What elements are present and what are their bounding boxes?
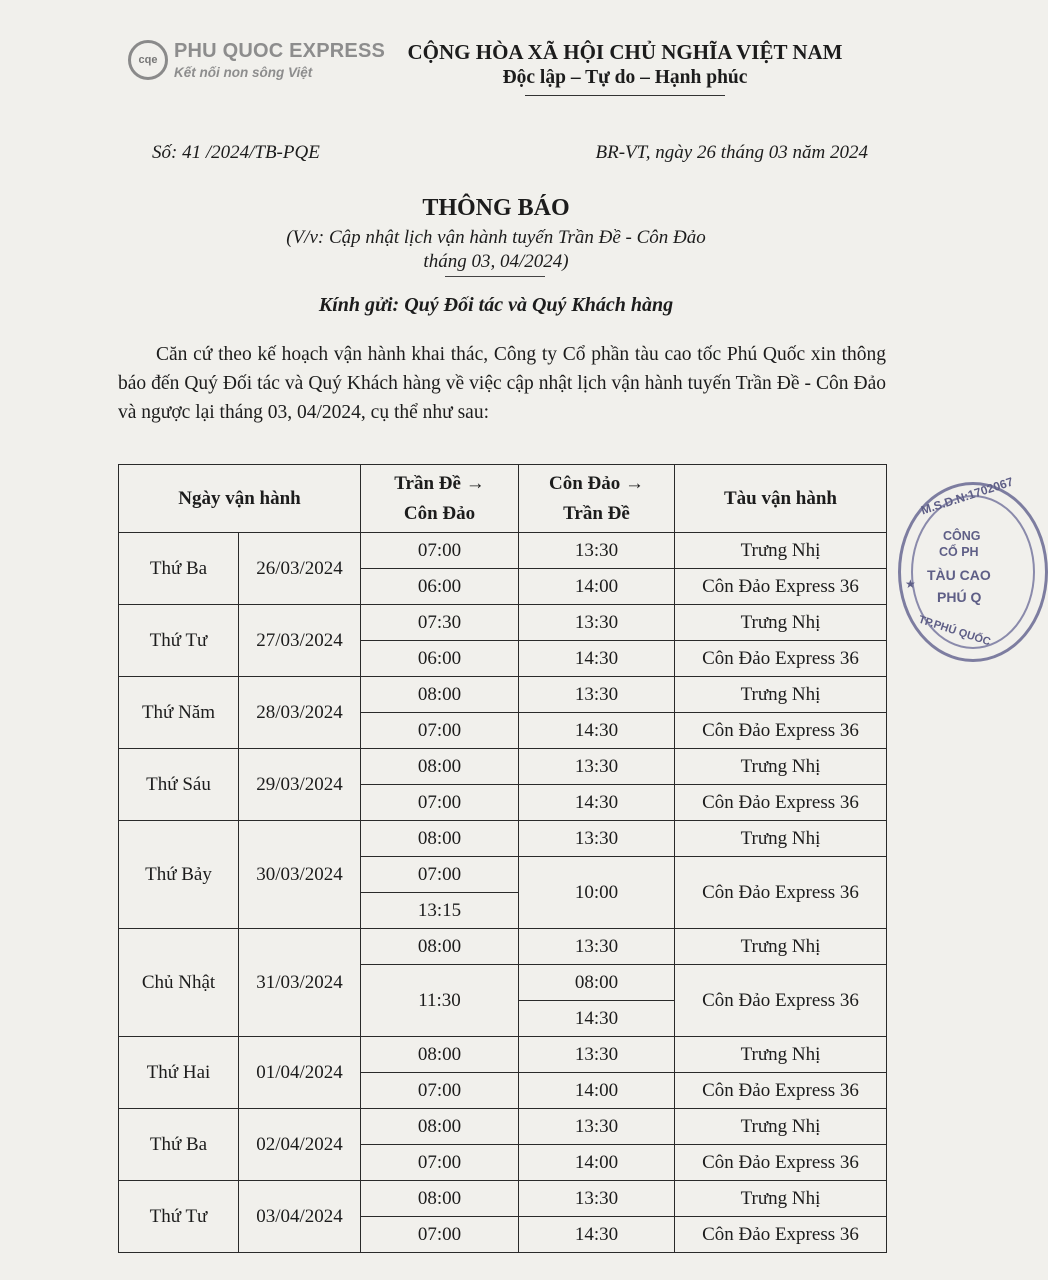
- ship-cell: Côn Đảo Express 36: [675, 965, 887, 1037]
- date-cell: 29/03/2024: [239, 749, 361, 821]
- depart-time-cell: 08:00: [361, 677, 519, 713]
- depart-time-cell: 07:00: [361, 533, 519, 569]
- body-paragraph: Căn cứ theo kế hoạch vận hành khai thác, Công ty Cổ phần tàu cao tốc Phú Quốc xin thông báo đến Quý Đối tác và Quý Khách hàng về việc cập nhật lịch vận hành tuyến Trần Đề - Côn Đảo và ngược lại tháng 03, 04/2024, cụ thể như sau:: [118, 344, 886, 423]
- ship-cell: Côn Đảo Express 36: [675, 1073, 887, 1109]
- return-time-cell: 13:30: [519, 821, 675, 857]
- return-time-cell: 13:30: [519, 677, 675, 713]
- company-name: PHU QUOC EXPRESS: [174, 40, 386, 62]
- ship-cell: Trưng Nhị: [675, 1037, 887, 1073]
- document-number: Số: 41 /2024/TB-PQE: [152, 142, 320, 163]
- weekday-cell: Thứ Sáu: [119, 749, 239, 821]
- depart-time-cell: 07:00: [361, 785, 519, 821]
- depart-time-cell: 08:00: [361, 1037, 519, 1073]
- table-row: [119, 929, 887, 965]
- header-cd-line-2: Trần Đề: [563, 502, 630, 524]
- greeting-recipient: Quý Đối tác và Quý Khách hàng: [404, 294, 674, 316]
- depart-time-cell: 07:00: [361, 713, 519, 749]
- document-subject-line-1: (V/v: Cập nhật lịch vận hành tuyến Trần Đề - Côn Đảo: [286, 227, 706, 248]
- table-row: [119, 677, 887, 713]
- depart-time-cell: 08:00: [361, 821, 519, 857]
- ship-cell: Côn Đảo Express 36: [675, 641, 887, 677]
- depart-time-cell: 08:00: [361, 929, 519, 965]
- greeting-label: Kính gửi:: [318, 294, 400, 316]
- weekday-cell: Thứ Bảy: [119, 821, 239, 929]
- header-con-dao-tran-de: [519, 465, 675, 533]
- document-date: BR-VT, ngày 26 tháng 03 năm 2024: [595, 142, 868, 163]
- return-time-cell: 14:00: [519, 1073, 675, 1109]
- header-cd-line-1: Côn Đảo →: [548, 472, 644, 494]
- return-time-cell: 13:30: [519, 605, 675, 641]
- date-cell: 01/04/2024: [239, 1037, 361, 1109]
- table-row: [119, 605, 887, 641]
- depart-time-cell: 07:00: [361, 1073, 519, 1109]
- return-time-cell: 08:00: [519, 965, 675, 1001]
- weekday-cell: Thứ Ba: [119, 1109, 239, 1181]
- seal-line-3: TÀU CAO: [927, 567, 991, 583]
- ship-cell: Trưng Nhị: [675, 605, 887, 641]
- return-time-cell: 13:30: [519, 1181, 675, 1217]
- weekday-cell: Chủ Nhật: [119, 929, 239, 1037]
- return-time-cell: 14:30: [519, 1217, 675, 1253]
- return-time-cell: 13:30: [519, 749, 675, 785]
- ship-cell: Trưng Nhị: [675, 533, 887, 569]
- logo-mark-icon: cqe: [128, 40, 168, 80]
- date-cell: 28/03/2024: [239, 677, 361, 749]
- depart-time-cell: 07:00: [361, 1217, 519, 1253]
- ship-cell: Côn Đảo Express 36: [675, 713, 887, 749]
- header-day: Ngày vận hành: [119, 465, 361, 533]
- depart-time-cell: 07:30: [361, 605, 519, 641]
- table-row: [119, 749, 887, 785]
- header-tran-de-con-dao: [361, 465, 519, 533]
- schedule-table: [118, 464, 887, 1253]
- depart-time-cell: 11:30: [361, 965, 519, 1037]
- ship-cell: Côn Đảo Express 36: [675, 785, 887, 821]
- return-time-cell: 14:30: [519, 641, 675, 677]
- date-cell: 31/03/2024: [239, 929, 361, 1037]
- return-time-cell: 13:30: [519, 533, 675, 569]
- return-time-cell: 14:30: [519, 1001, 675, 1037]
- table-row: [119, 1181, 887, 1217]
- seal-line-4: PHÚ Q: [937, 589, 982, 605]
- table-row: [119, 1109, 887, 1145]
- header-td-line-2: Côn Đảo: [403, 502, 476, 524]
- depart-time-cell: 07:00: [361, 1145, 519, 1181]
- company-seal: [898, 474, 1048, 662]
- return-time-cell: 14:00: [519, 1145, 675, 1181]
- date-cell: 02/04/2024: [239, 1109, 361, 1181]
- date-cell: 26/03/2024: [239, 533, 361, 605]
- weekday-cell: Thứ Hai: [119, 1037, 239, 1109]
- return-time-cell: 14:30: [519, 713, 675, 749]
- return-time-cell: 14:00: [519, 569, 675, 605]
- depart-time-cell: 08:00: [361, 1109, 519, 1145]
- table-row: [119, 533, 887, 569]
- ship-cell: Côn Đảo Express 36: [675, 1145, 887, 1181]
- company-tagline: Kết nối non sông Việt: [174, 65, 313, 80]
- date-cell: 30/03/2024: [239, 821, 361, 929]
- seal-line-1: CÔNG: [943, 529, 981, 543]
- weekday-cell: Thứ Ba: [119, 533, 239, 605]
- header-ship: Tàu vận hành: [675, 465, 887, 533]
- depart-time-cell: 06:00: [361, 641, 519, 677]
- ship-cell: Côn Đảo Express 36: [675, 569, 887, 605]
- greeting: [0, 294, 992, 317]
- depart-time-cell: 08:00: [361, 749, 519, 785]
- weekday-cell: Thứ Năm: [119, 677, 239, 749]
- ship-cell: Trưng Nhị: [675, 929, 887, 965]
- document-subject-line-2: tháng 03, 04/2024): [423, 251, 569, 272]
- date-cell: 03/04/2024: [239, 1181, 361, 1253]
- ship-cell: Trưng Nhị: [675, 749, 887, 785]
- document-title: THÔNG BÁO: [422, 195, 570, 221]
- header-td-line-1: Trần Đề →: [394, 472, 485, 494]
- nation-motto: Độc lập – Tự do – Hạnh phúc: [502, 67, 748, 88]
- ship-cell: Côn Đảo Express 36: [675, 857, 887, 929]
- seal-line-2: CỔ PH: [939, 545, 979, 559]
- table-header-row: [119, 465, 887, 533]
- nation-title: CỘNG HÒA XÃ HỘI CHỦ NGHĨA VIỆT NAM: [407, 40, 843, 64]
- date-cell: 27/03/2024: [239, 605, 361, 677]
- ship-cell: Trưng Nhị: [675, 1181, 887, 1217]
- return-time-cell: 13:30: [519, 1109, 675, 1145]
- ship-cell: Trưng Nhị: [675, 677, 887, 713]
- ship-cell: Trưng Nhị: [675, 821, 887, 857]
- seal-code: M.S.D.N:1702067: [919, 474, 1015, 518]
- depart-time-cell: 08:00: [361, 1181, 519, 1217]
- motto-underline: [525, 95, 725, 96]
- weekday-cell: Thứ Tư: [119, 1181, 239, 1253]
- depart-time-cell: 13:15: [361, 893, 519, 929]
- depart-time-cell: 06:00: [361, 569, 519, 605]
- seal-star-icon: ★: [905, 577, 916, 591]
- subject-underline: [445, 276, 545, 277]
- company-logo: [128, 38, 388, 88]
- return-time-cell: 13:30: [519, 1037, 675, 1073]
- return-time-cell: 14:30: [519, 785, 675, 821]
- ship-cell: Côn Đảo Express 36: [675, 1217, 887, 1253]
- ship-cell: Trưng Nhị: [675, 1109, 887, 1145]
- return-time-cell: 13:30: [519, 929, 675, 965]
- depart-time-cell: 07:00: [361, 857, 519, 893]
- table-row: [119, 821, 887, 857]
- weekday-cell: Thứ Tư: [119, 605, 239, 677]
- table-row: [119, 1037, 887, 1073]
- return-time-cell: 10:00: [519, 857, 675, 929]
- seal-city: TP.PHÚ QUỐC: [916, 613, 993, 649]
